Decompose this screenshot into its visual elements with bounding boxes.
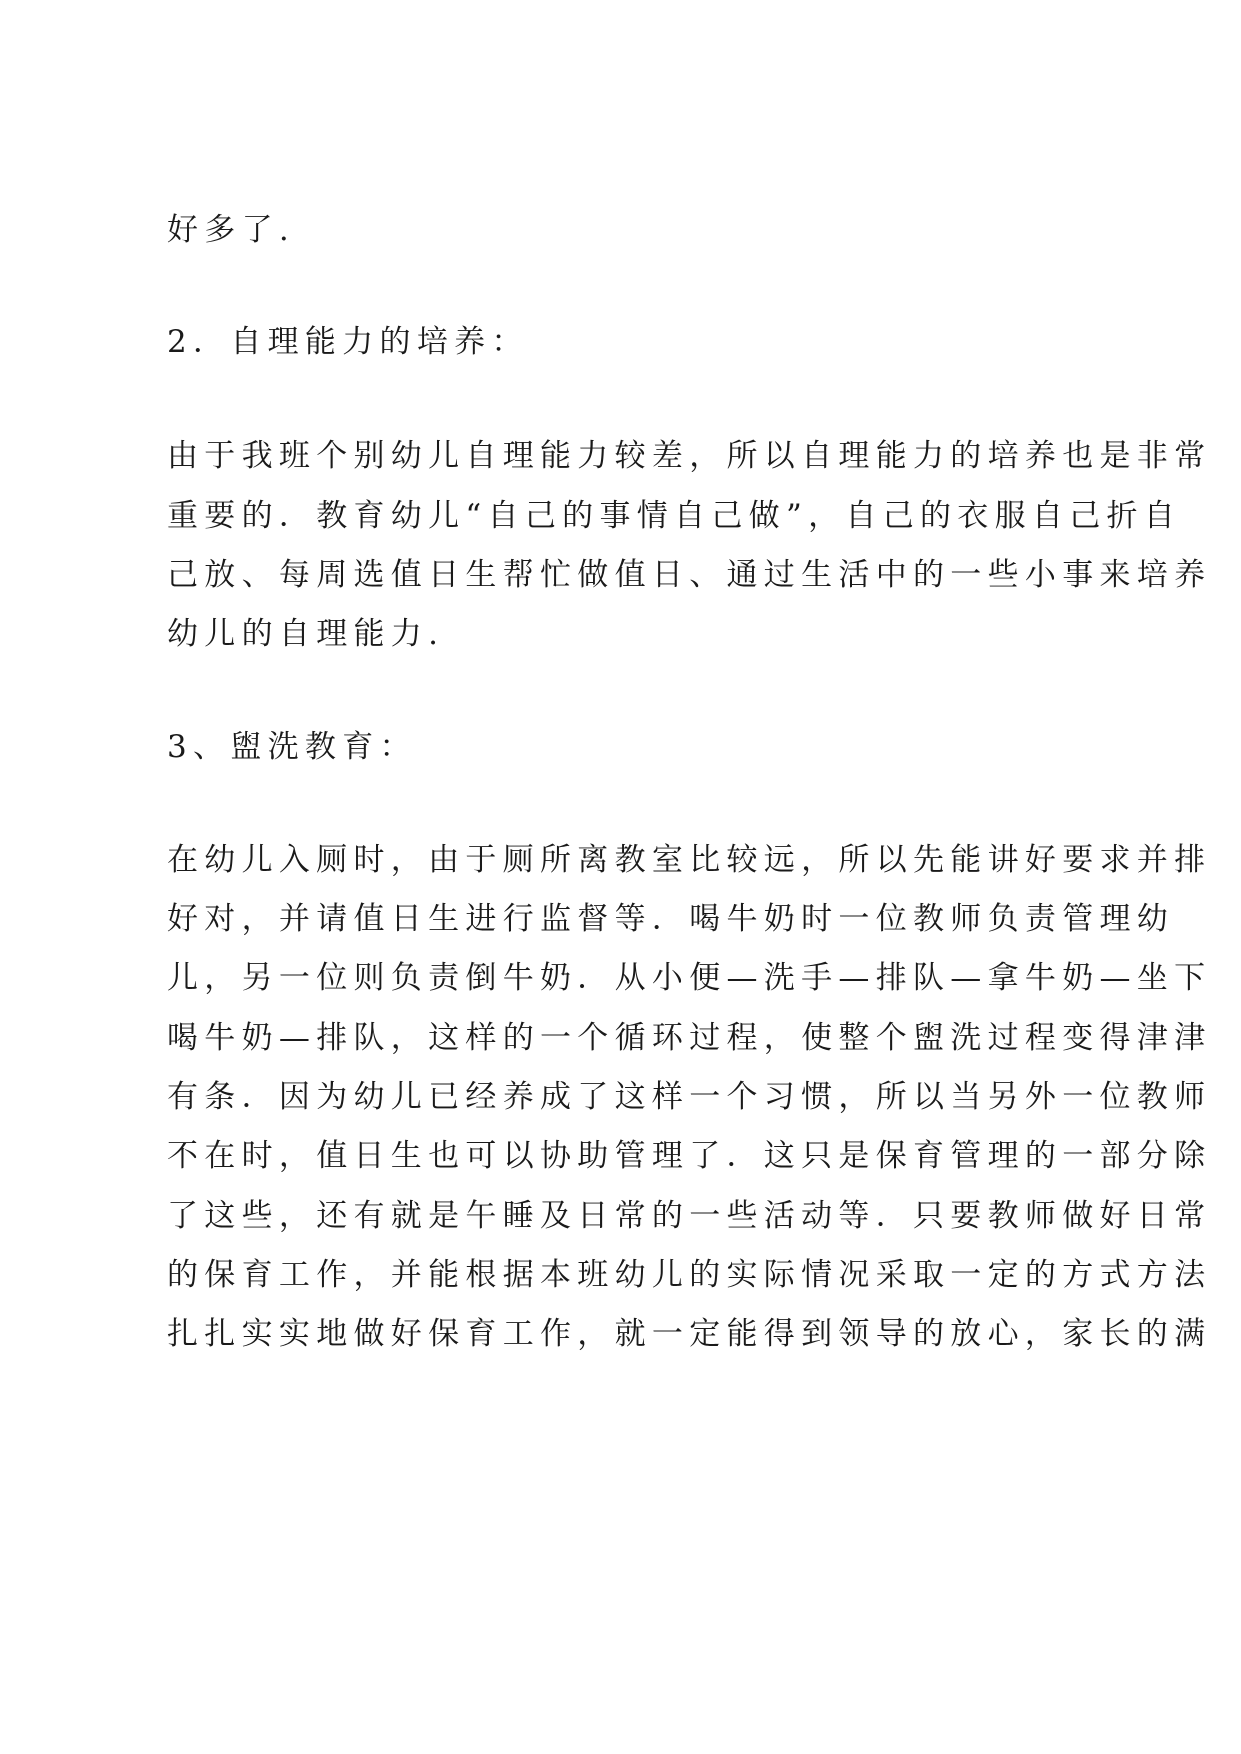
section-heading-self-care: 2．自理能力的培养： (167, 324, 529, 360)
paragraph-line: 幼儿的自理能力. (167, 616, 445, 652)
paragraph-line: 的保育工作，并能根据本班幼儿的实际情况采取一定的方式方法 (167, 1257, 1212, 1293)
paragraph-line: 好对，并请值日生进行监督等．喝牛奶时一位教师负责管理幼 (167, 901, 1175, 937)
paragraph-line: 好多了. (167, 212, 296, 248)
paragraph-line: 扎扎实实地做好保育工作，就一定能得到领导的放心，家长的满 (167, 1316, 1212, 1352)
paragraph-line: 不在时，值日生也可以协助管理了．这只是保育管理的一部分除 (167, 1138, 1212, 1174)
paragraph-line: 儿，另一位则负责倒牛奶．从小便—洗手—排队—拿牛奶—坐下 (167, 960, 1212, 996)
paragraph-line: 在幼儿入厕时，由于厕所离教室比较远，所以先能讲好要求并排 (167, 842, 1212, 878)
paragraph-line: 有条．因为幼儿已经养成了这样一个习惯，所以当另外一位教师 (167, 1079, 1212, 1115)
paragraph-line: 由于我班个别幼儿自理能力较差，所以自理能力的培养也是非常 (167, 438, 1212, 474)
section-heading-washing: 3、盥洗教育： (167, 729, 417, 765)
paragraph-line: 己放、每周选值日生帮忙做值日、通过生活中的一些小事来培养 (167, 557, 1212, 593)
paragraph-line: 喝牛奶—排队，这样的一个循环过程，使整个盥洗过程变得津津 (167, 1020, 1212, 1056)
paragraph-line: 了这些，还有就是午睡及日常的一些活动等．只要教师做好日常 (167, 1198, 1212, 1234)
paragraph-line: 重要的．教育幼儿“自己的事情自己做”，自己的衣服自己折自 (167, 498, 1182, 534)
